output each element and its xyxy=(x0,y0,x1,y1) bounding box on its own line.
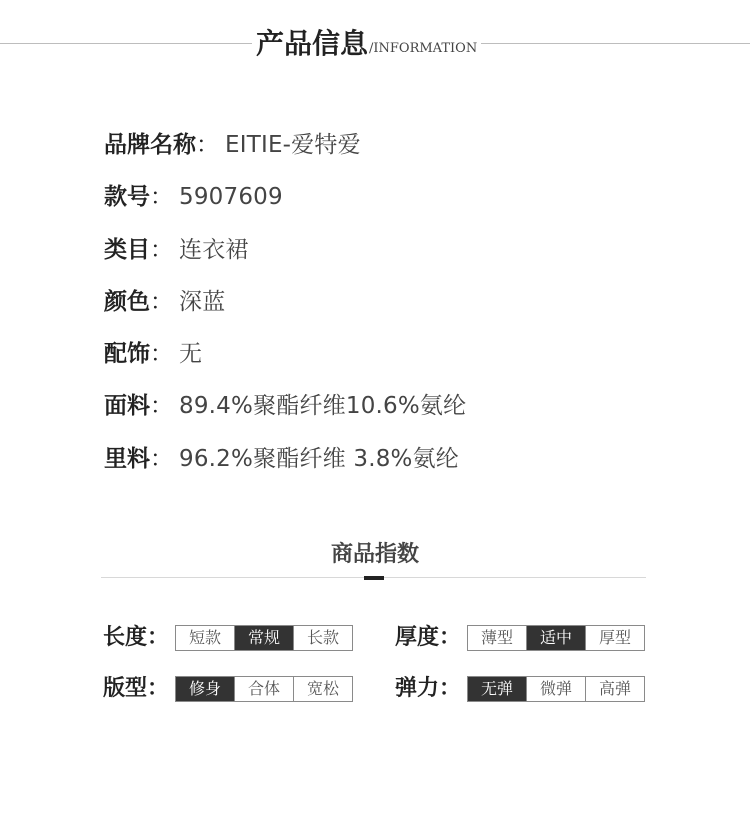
option-loose: 宽松 xyxy=(293,677,352,701)
info-value: EITIE-爱特爱 xyxy=(225,132,361,158)
info-value: 96.2%聚酯纤维 3.8%氨纶 xyxy=(179,445,460,472)
attr-options xyxy=(467,625,645,651)
attr-label: 长度： xyxy=(103,625,170,650)
attr-elasticity xyxy=(395,675,645,703)
info-value: 连衣裙 xyxy=(179,236,249,263)
option-medium: 适中 xyxy=(526,626,585,650)
index-divider-accent xyxy=(364,576,384,580)
info-colon: ： xyxy=(150,288,173,315)
info-label: 里料 xyxy=(104,445,150,472)
info-row-accessories xyxy=(104,338,664,390)
option-regular: 常规 xyxy=(234,626,293,650)
info-value: 5907609 xyxy=(179,184,283,211)
option-long: 长款 xyxy=(293,626,352,650)
attr-fit xyxy=(103,675,353,703)
info-colon: ： xyxy=(150,341,173,368)
option-short: 短款 xyxy=(176,626,234,650)
product-info-list xyxy=(104,129,664,495)
info-row-fabric xyxy=(104,390,664,442)
info-row-category xyxy=(104,234,664,286)
attr-thickness xyxy=(395,624,645,652)
option-slight-stretch: 微弹 xyxy=(526,677,585,701)
info-colon: ： xyxy=(150,184,173,211)
attr-options xyxy=(175,676,353,702)
info-label: 类目 xyxy=(104,236,150,263)
section-title: 产品信息 xyxy=(256,27,369,60)
option-thin: 薄型 xyxy=(468,626,526,650)
attr-length xyxy=(103,624,353,652)
info-colon: ： xyxy=(150,393,173,420)
option-thick: 厚型 xyxy=(585,626,644,650)
info-colon: ： xyxy=(196,132,219,158)
info-label: 款号 xyxy=(104,184,150,211)
section-header xyxy=(252,20,481,64)
info-label: 配饰 xyxy=(104,341,150,368)
info-value: 无 xyxy=(179,341,203,368)
info-value: 深蓝 xyxy=(179,288,226,315)
section-subtitle: /INFORMATION xyxy=(369,41,478,56)
option-high-stretch: 高弹 xyxy=(585,677,644,701)
info-row-color xyxy=(104,286,664,338)
index-section-title: 商品指数 xyxy=(330,542,419,567)
info-value: 89.4%聚酯纤维10.6%氨纶 xyxy=(179,393,467,420)
info-label: 面料 xyxy=(104,393,150,420)
attr-options xyxy=(175,625,353,651)
info-row-lining xyxy=(104,443,664,495)
info-label: 品牌名称 xyxy=(104,132,196,158)
attr-label: 弹力： xyxy=(395,676,462,701)
info-colon: ： xyxy=(150,445,173,472)
option-no-stretch: 无弹 xyxy=(468,677,526,701)
attr-label: 版型： xyxy=(103,676,170,701)
attr-label: 厚度： xyxy=(395,625,462,650)
info-row-brand xyxy=(104,129,664,181)
option-slim: 修身 xyxy=(176,677,234,701)
info-row-style-number xyxy=(104,181,664,233)
info-label: 颜色 xyxy=(104,288,150,315)
info-colon: ： xyxy=(150,236,173,263)
option-fitted: 合体 xyxy=(234,677,293,701)
attr-options xyxy=(467,676,645,702)
